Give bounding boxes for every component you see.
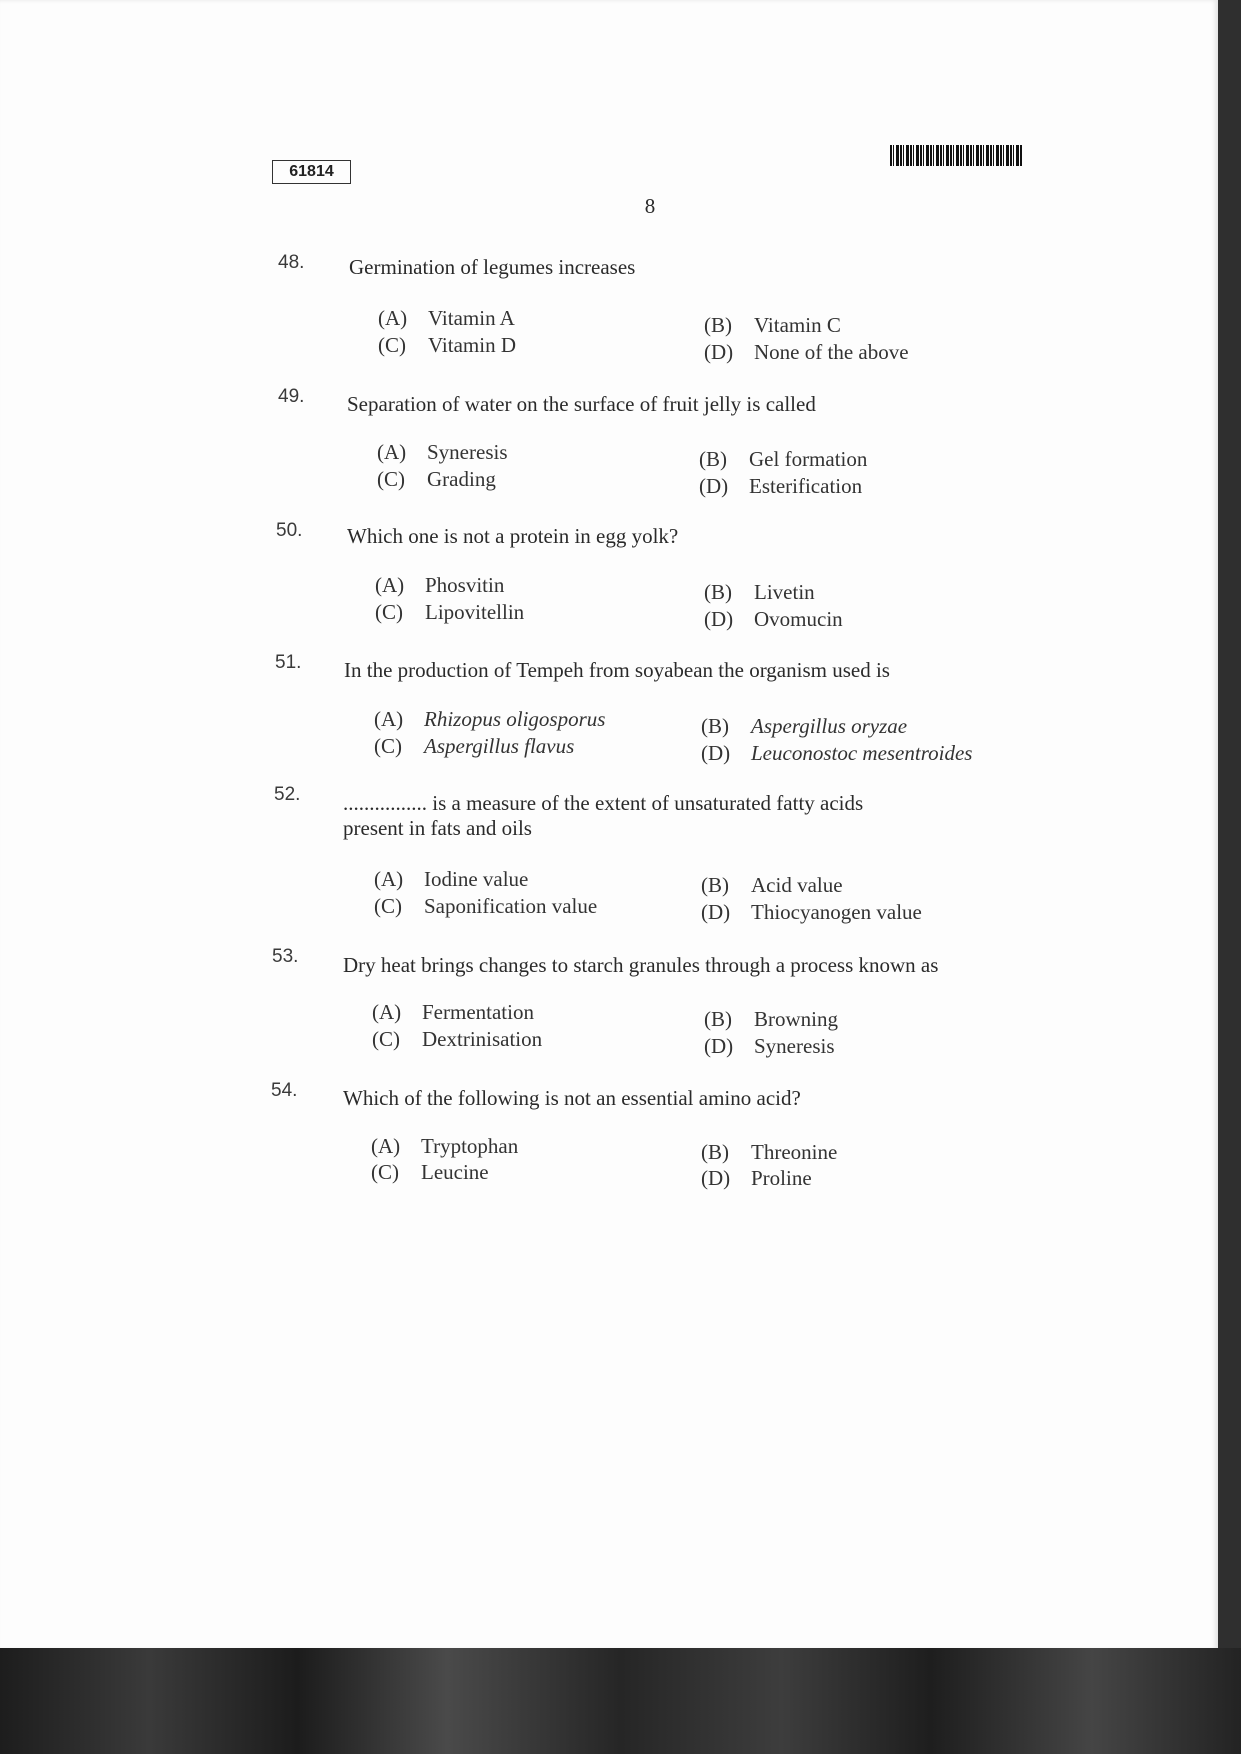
page-number: 8: [644, 194, 656, 218]
option-c[interactable]: (C) Grading: [377, 467, 496, 491]
question-number: 50.: [276, 520, 303, 541]
option-a[interactable]: (A) Fermentation: [372, 1000, 534, 1024]
scan-bottom-edge: [0, 1648, 1241, 1754]
question-text: Dry heat brings changes to starch granules through a process known as: [343, 953, 939, 977]
option-b[interactable]: (B) Acid value: [701, 873, 843, 897]
option-d[interactable]: (D) Syneresis: [704, 1034, 835, 1058]
option-c[interactable]: (C) Aspergillus flavus: [374, 734, 575, 758]
question-number: 51.: [275, 652, 302, 673]
option-d[interactable]: (D) None of the above: [704, 340, 909, 364]
scan-right-edge: [1218, 0, 1241, 1650]
option-b[interactable]: (B) Livetin: [704, 580, 815, 604]
option-d[interactable]: (D) Leuconostoc mesentroides: [701, 741, 973, 765]
option-d[interactable]: (D) Proline: [701, 1166, 812, 1190]
option-a[interactable]: (A) Iodine value: [374, 867, 529, 891]
question-number: 49.: [278, 386, 305, 407]
option-a[interactable]: (A) Phosvitin: [375, 573, 505, 597]
option-c[interactable]: (C) Saponification value: [374, 894, 598, 918]
option-d[interactable]: (D) Esterification: [699, 474, 863, 498]
option-d[interactable]: (D) Ovomucin: [704, 607, 843, 631]
option-b[interactable]: (B) Threonine: [701, 1140, 838, 1164]
option-d[interactable]: (D) Thiocyanogen value: [701, 900, 922, 924]
paper-code: 61814: [289, 163, 334, 180]
question-text-line2: present in fats and oils: [343, 816, 532, 840]
question-text: Germination of legumes increases: [349, 255, 636, 279]
option-a[interactable]: (A) Vitamin A: [378, 306, 515, 330]
question-number: 52.: [274, 784, 301, 805]
question-text: In the production of Tempeh from soyabean the organism used is: [344, 658, 890, 682]
question-text: Which of the following is not an essential amino acid?: [343, 1086, 801, 1110]
question-text-line1: ................ is a measure of the extent of unsaturated fatty acids: [343, 791, 864, 815]
option-b[interactable]: (B) Vitamin C: [704, 313, 841, 337]
question-number: 48.: [278, 252, 305, 273]
option-c[interactable]: (C) Lipovitellin: [375, 600, 525, 624]
option-a[interactable]: (A) Syneresis: [377, 440, 508, 464]
option-b[interactable]: (B) Gel formation: [699, 447, 868, 471]
option-c[interactable]: (C) Vitamin D: [378, 333, 516, 357]
option-a[interactable]: (A) Tryptophan: [371, 1134, 519, 1158]
option-b[interactable]: (B) Browning: [704, 1007, 838, 1031]
question-text: Which one is not a protein in egg yolk?: [347, 524, 679, 548]
paper-code-box: [272, 160, 351, 184]
question-text: Separation of water on the surface of fruit jelly is called: [347, 392, 816, 416]
question-number: 54.: [271, 1080, 298, 1101]
option-b[interactable]: (B) Aspergillus oryzae: [701, 714, 908, 738]
barcode-icon: [890, 145, 1022, 166]
option-c[interactable]: (C) Leucine: [371, 1160, 489, 1184]
option-a[interactable]: (A) Rhizopus oligosporus: [374, 707, 606, 731]
option-c[interactable]: (C) Dextrinisation: [372, 1027, 543, 1051]
question-number: 53.: [272, 946, 299, 967]
